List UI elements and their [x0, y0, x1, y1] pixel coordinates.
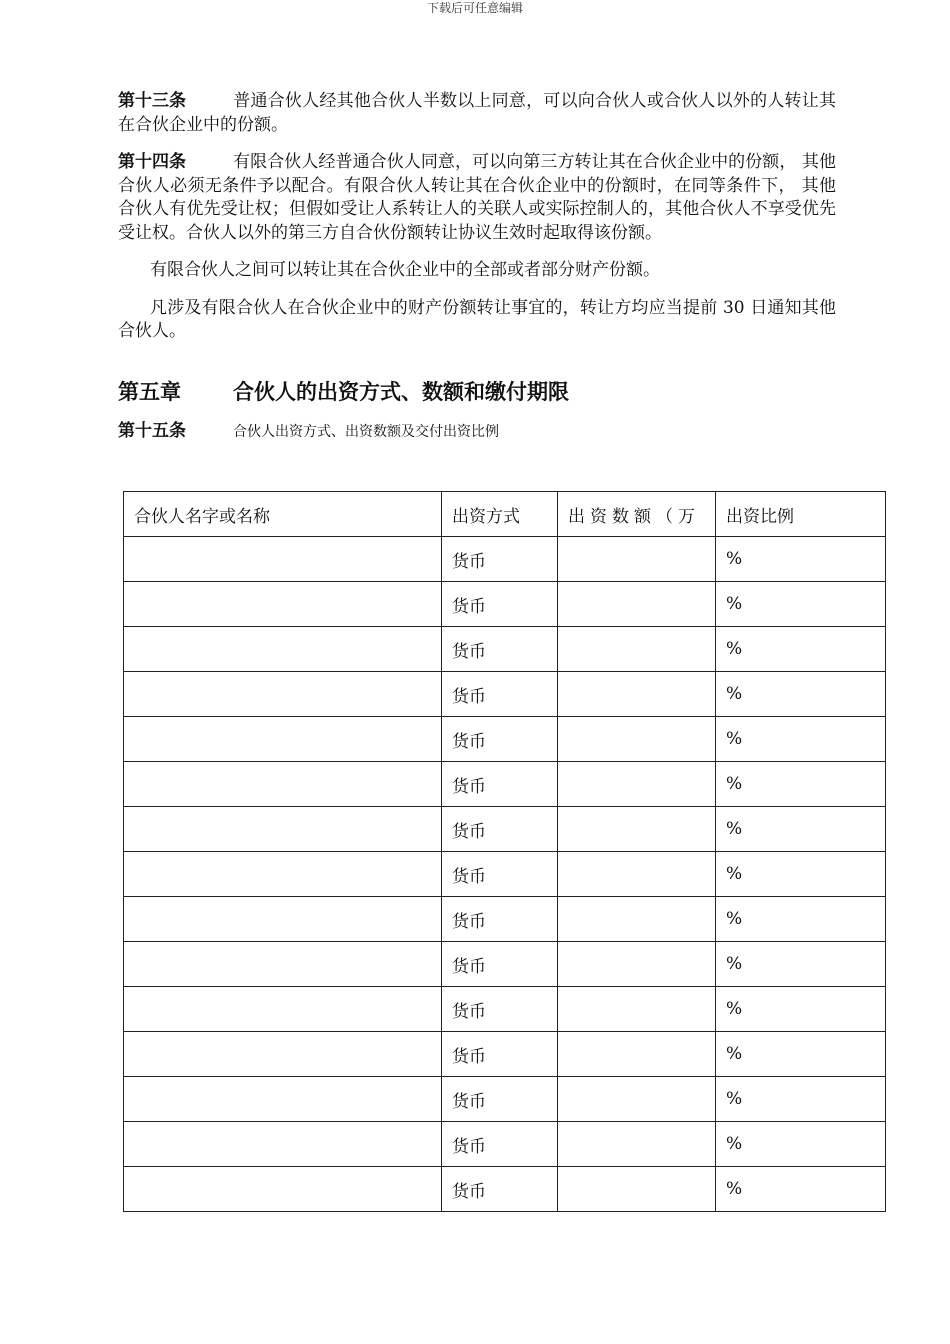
ratio-cell: % [716, 537, 886, 582]
chapter-heading [118, 378, 836, 406]
ratio-cell: % [716, 942, 886, 987]
table-row [124, 1122, 886, 1167]
method-cell: 货币 [442, 1077, 558, 1122]
table-row [124, 852, 886, 897]
table-row [124, 627, 886, 672]
table-row [124, 1167, 886, 1212]
ratio-cell: % [716, 897, 886, 942]
table-row [124, 897, 886, 942]
ratio-cell: % [716, 987, 886, 1032]
article-14 [118, 151, 836, 245]
table-body [124, 537, 886, 1212]
article-13-text: 普通合伙人经其他合伙人半数以上同意，可以向合伙人或合伙人以外的人转让其在合伙企业中的份额。 [118, 91, 836, 135]
ratio-cell: % [716, 852, 886, 897]
ratio-cell: % [716, 762, 886, 807]
partner-name-cell [124, 942, 442, 987]
chapter-number: 第五章 [118, 379, 181, 404]
partner-name-cell [124, 672, 442, 717]
article-14-text: 有限合伙人经普通合伙人同意，可以向第三方转让其在合伙企业中的份额， 其他合伙人必须无条件予以配合。有限合伙人转让其在合伙企业中的份额时，在同等条件下， 其他合伙人有优先受让权；但假如受让人系转让人的关联人或实际控制人的，其他合伙人不享受优先受让权。合伙人以外的第三方自合伙份额转让协议生效时起取得该份额。 [118, 152, 836, 243]
amount-cell [558, 897, 716, 942]
method-cell: 货币 [442, 762, 558, 807]
article-15-text: 合伙人出资方式、出资数额及交付出资比例 [233, 423, 499, 440]
method-cell: 货币 [442, 1032, 558, 1077]
article-14-paragraph-3: 凡涉及有限合伙人在合伙企业中的财产份额转让事宜的，转让方均应当提前 30 日通知其他合伙人。 [118, 297, 836, 341]
article-15 [118, 420, 836, 443]
amount-cell [558, 717, 716, 762]
chapter-title: 合伙人的出资方式、数额和缴付期限 [233, 379, 569, 404]
partner-name-cell [124, 537, 442, 582]
amount-cell [558, 1167, 716, 1212]
article-14-number: 第十四条 [118, 152, 186, 172]
method-cell: 货币 [442, 852, 558, 897]
amount-cell [558, 807, 716, 852]
ratio-cell: % [716, 627, 886, 672]
header-contribution-method: 出资方式 [442, 492, 558, 537]
amount-cell [558, 537, 716, 582]
partner-name-cell [124, 897, 442, 942]
table-row [124, 987, 886, 1032]
amount-cell [558, 1032, 716, 1077]
partner-name-cell [124, 987, 442, 1032]
method-cell: 货币 [442, 582, 558, 627]
article-15-number: 第十五条 [118, 420, 186, 441]
amount-cell [558, 672, 716, 717]
table-row [124, 762, 886, 807]
amount-cell [558, 582, 716, 627]
partner-name-cell [124, 1122, 442, 1167]
table-row [124, 582, 886, 627]
amount-cell [558, 1077, 716, 1122]
table-header-row [124, 492, 886, 537]
method-cell: 货币 [442, 627, 558, 672]
ratio-cell: % [716, 1167, 886, 1212]
page-header: 下载后可任意编辑 [426, 1, 523, 15]
article-13 [118, 90, 836, 137]
partner-name-cell [124, 627, 442, 672]
amount-cell [558, 852, 716, 897]
ratio-cell: % [716, 1122, 886, 1167]
method-cell: 货币 [442, 672, 558, 717]
method-cell: 货币 [442, 537, 558, 582]
partner-name-cell [124, 1077, 442, 1122]
ratio-cell: % [716, 672, 886, 717]
article-14-paragraph-2: 有限合伙人之间可以转让其在合伙企业中的全部或者部分财产份额。 [150, 260, 660, 280]
capital-contribution-table [123, 491, 886, 1212]
method-cell: 货币 [442, 1122, 558, 1167]
ratio-cell: % [716, 582, 886, 627]
article-13-number: 第十三条 [118, 91, 186, 111]
table-row [124, 672, 886, 717]
ratio-cell: % [716, 717, 886, 762]
method-cell: 货币 [442, 717, 558, 762]
partner-name-cell [124, 762, 442, 807]
document-body [118, 90, 836, 443]
table-row [124, 1077, 886, 1122]
table-row [124, 1032, 886, 1077]
partner-name-cell [124, 717, 442, 762]
amount-cell [558, 1122, 716, 1167]
method-cell: 货币 [442, 1167, 558, 1212]
partner-name-cell [124, 852, 442, 897]
amount-cell [558, 942, 716, 987]
ratio-cell: % [716, 1032, 886, 1077]
amount-cell [558, 762, 716, 807]
partner-name-cell [124, 582, 442, 627]
method-cell: 货币 [442, 897, 558, 942]
table-row [124, 537, 886, 582]
table-row [124, 942, 886, 987]
method-cell: 货币 [442, 987, 558, 1032]
amount-cell [558, 627, 716, 672]
method-cell: 货币 [442, 807, 558, 852]
amount-cell [558, 987, 716, 1032]
ratio-cell: % [716, 807, 886, 852]
header-contribution-amount: 出资数额（万 [558, 492, 716, 537]
table-row [124, 717, 886, 762]
header-partner-name: 合伙人名字或名称 [124, 492, 442, 537]
partner-name-cell [124, 1032, 442, 1077]
partner-name-cell [124, 1167, 442, 1212]
header-contribution-ratio: 出资比例 [716, 492, 886, 537]
partner-name-cell [124, 807, 442, 852]
table-row [124, 807, 886, 852]
method-cell: 货币 [442, 942, 558, 987]
ratio-cell: % [716, 1077, 886, 1122]
